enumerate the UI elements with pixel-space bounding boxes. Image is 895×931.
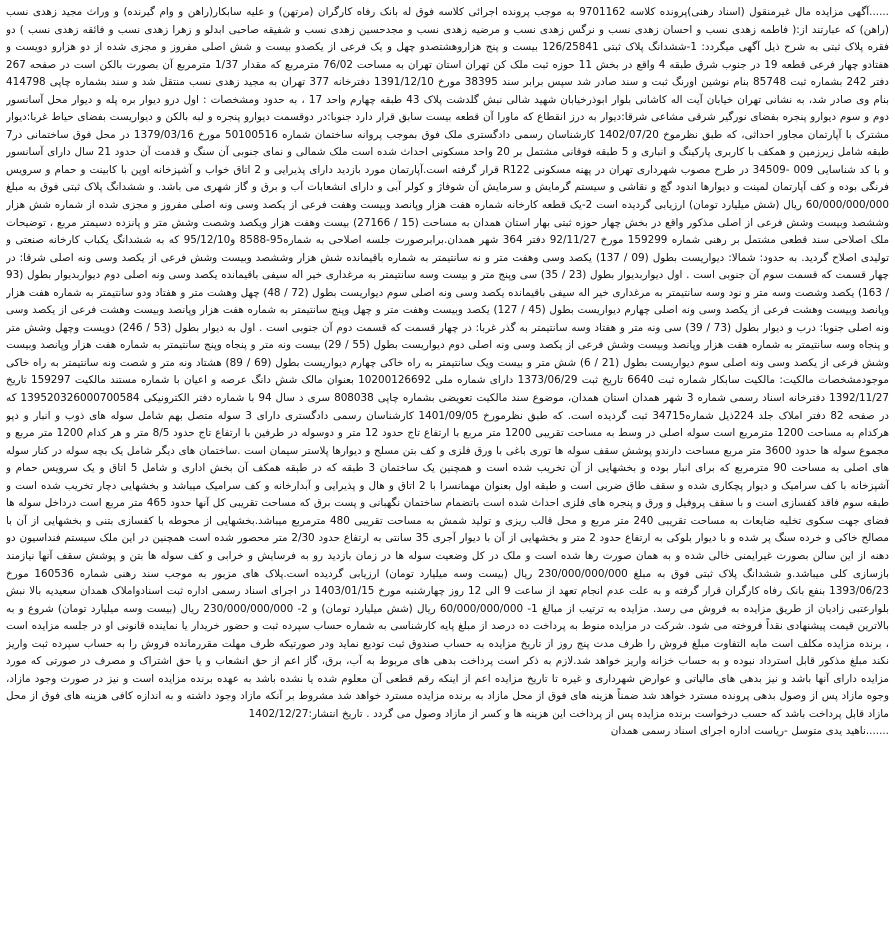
notice-signature: .......ناهید یدی متوسل -ریاست اداره اجرای اسناد رسمی همدان (610, 725, 889, 738)
auction-notice (6, 4, 889, 926)
notice-body: ......آگهی مزایده مال غیرمنقول (اسناد رهنی)پرونده کلاسه 9701162 به موجب پرونده اجرائی کلاسه فوق له بانک رفاه کارگران (مرتهن) و علیه سابکار(راهن و وام گیرنده) و وراث مجید زهدی نسب (راهن) که عبارتند از:( فاطمه زهدی نسب و احسان زهدی نسب و نرگس زهدی نسب و مرضیه زهدی نسب و مجدحسین زهدی نسب و شفیقه صاحبی ابدلو و زهرا زهدی نسب و فائقه زهدی نسب ) دو فقره پلاک ثبتی به شرح ذیل آگهی میگردد: 1-ششدانگ پلاک ثبتی 126/25841 بیست و پنج هزاروهشتصدو چهل و یک فرعی از یکصدو بیست و شش اصلی مفروز و مجزی شده از دو هزارو دویست و هفتادو چهار فرعی قطعه 19 در جنوب شرق طبقه 4 واقع در بخش 11 حوزه ثبت ملک کن تهران استان تهران به مساحت 76/02 مترمربع که مقدار 1/37 مترمربع آن بصورت بالکن است در صفحه 267 دفتر 242 بشماره ثبت 85748 بنام نوشین اورنگ ثبت و سند صادر شد سپس برابر سند 38395 مورخ 1391/12/10 دفترخانه 377 تهران به مجید زهدی نسب منتقل شد و سند بشماره چاپی 414798 بنام وی صادر شد، به نشانی تهران خیابان آیت اله کاشانی بلوار ابوذرخیابان شهید شالی نبش گلدشت پلاک 43 طبقه چهارم واحد 17 ، به حدود ومشخصات : اول درو دیوار بره پله و دیوار محل آسانسور دوم و سوم دیوارو پنجره بفضای نورگیر شرقی مشاعی شرقا:دیوار به درز انقطاع که ماورا آن قطعه بیست سابق قرار دارد جنوبا:در دوقسمت دیوارو پنجره و لبه بالکن و دیواریست بفضای حیاط غربا:دیوار مشترک با آپارتمان مجاور احداثی، که طبق نظرموخ 1402/07/20 کارشناسان رسمی دادگستری ملک فوق بموجب پروانه ساختمان شماره 50100516 مورخ 1379/03/16 در محل فوق ساختمانی در7 طبقه شامل زیرزمین و همکف با کاربری پارکینگ و انباری و 5 طبقه فوقانی مشتمل بر 20 واحد مسکونی احداث شده است ملک شمالی و نمای جنوبی آن سنگ و قدمت آن حدود 21 سال دارای آسانسور و با کد شناسایی 009 -34509 در طرح مصوب شهرداری تهران در پهنه مسکونی R122 قرار گرفته است.آپارتمان مورد بازدید دارای پذیرایی و 2 اتاق خواب و آشپزخانه اوپن با کابینت و حمام و سرویس فرنگی بوده و کف آپارتمان لمینت و دیوارها اندود گچ و نقاشی و سیستم گرمایش و سرمایش آن شوفاژ و کولر آبی و دارای انشعابات آب و برق و گاز شهری می باشد. و ششدانگ پلاک ثبتی فوق به مبلغ 60/000/000/000 ریال (شش میلیارد تومان) ارزیابی گردیده است 2-یک قطعه کارخانه شماره هفت هزار وپانصد وبیست وهفت فرعی از یکصد وسی ونه اصلی مفروز و مجزی شده از شماره شش هزار وششصد وبیست وشش فرعی از اصلی مذکور واقع در بخش چهار حوزه ثبتی بهار استان همدان به مساحت (15 / 27166) بیست وهفت هزار ویکصد وشصت وشش متر و پانزده دسیمتر مربع ، توضیحات ملک اصلاحی سند قطعی مشتمل بر رهنی شماره 159299 مورخ 92/11/27 دفتر 364 شهر همدان.برابرصورت جلسه اصلاحی به شماره95-8588 و95/12/10 که به ششدانگ یکباب کارخانه صنعتی و تولیدی اصلاح گردید. به حدود: شمالا: دیواریست بطول (09 / 137) یکصد وسی وهفت متر و نه سانتیمتر به شماره باقیمانده شش هزار وششصد وبیست وشش فرعی از یکصد وسی ونه اصلی شرقا: در چهار قسمت که قسمت سوم آن جنوبی است . اول دیواربدیوار بطول (23 / 35) سی وپنج متر و بیست وسه سانتیمتر به مرغداری خیر اله سیفی باقیمانده یکصد وسی ونه اصلی دوم دیواربدیوار بطول (93 / 163) یکصد وشصت وسه متر و نود وسه سانتیمتر به مرغداری خیر اله سیفی باقیمانده یکصد وسی ونه اصلی سوم دیواریست بطول (72 / 48) چهل وهشت متر و هفتاد ودو سانتیمتر به شماره هفت هزار وپانصد وبیست وهشت فرعی از یکصد وسی ونه اصلی چهارم دیواریست بطول (45 / 127) یکصد وبیست وهفت متر و چهل وپنج سانتیمتر به شماره هفت هزار وپانصد وبیست وهشت فرعی از یکصد وسی ونه اصلی جنوبا: درب و دیوار بطول (73 / 39) سی ونه متر و هفتاد وسه سانتیمتر به گذر غربا: در چهار قسمت که قسمت دوم آن جنوبی است . اول به دیوار بطول (53 / 246) دویست وچهل وشش متر و پنجاه وسه سانتیمتر به شماره هفت هزار وپانصد وبیست وشش فرعی از یکصد وسی ونه اصلی دوم دیواریست بطول (55 / 29) بیست ونه متر و پنجاه وپنج سانتیمتر به شماره هفت هزار وپانصد وبیست وشش فرعی از یکصد وسی ونه اصلی سوم دیواریست بطول (21 / 6) شش متر و بیست ویک سانتیمتر به راه خاکی چهارم دیواریست بطول (69 / 89) هشتاد ونه متر و شصت ونه سانتیمتر به راه خاکی موجودمشخصات مالکیت: مالکیت سابکار شماره ثبت 6640 تاریخ ثبت 1373/06/29 دارای شماره ملی 10200126692 بعنوان مالک شش دانگ عرصه و اعیان با شماره مستند مالکیت 159297 تاریخ 1392/11/27 دفترخانه اسناد رسمی شماره 3 شهر همدان استان همدان، موضوع سند مالکیت تعویضی بشماره چاپی 808038 سری د سال 94 با شماره دفتر الکترونیکی 139520326000700584 که در صفحه 82 دفتر املاک جلد 224ذیل شماره34715 ثبت گردیده است. که طبق نظرمورخ 1401/09/05 کارشناسان رسمی دادگستری دارای 3 سوله متصل بهم شامل سوله های ذوب و انبار و دپو هرکدام به مساحت 1200 مترمربع است سوله اصلی در وسط به مساحت تقریبی 1200 متر مربع با ارتفاع تاج حدود 12 متر و دوسوله در طرفین با ارتفاع تاج حدود 8/5 متر و هر کدام 1200 متر مربع و مجموع سوله ها حدود 3600 متر مربع مساحت دارندو پوشش سقف سوله ها توری باغی با ورق فلزی و کف بتن مسلح و دیوارها پلاستر سیمان است .ساختمان های دیگر شامل یک بچه سوله در کنار سوله های اصلی به مساحت 90 مترمربع که برای انبار بوده و بخشهایی از آن تخریب شده است و همچنین یک ساختمان 3 طبقه که در طبقه همکف آن بخش اداری و شامل 5 اتاق و یک سرویس حمام و آشپزخانه با کف سرامیک و دیوار پچکاری شده و سقف طاق ضربی است و طبقه اول بعنوان مهمانسرا با 2 اتاق و هال و پذیرایی و آبدارخانه و کف سرامیک میباشد و بخشهایی دچار تخریب شده است و طبقه سوم فاقد کفسازی است و با سقف پروفیل و ورق و پنجره های فلزی احداث شده است باتضمام ساختمان نگهبانی و پست برق که مساحت تقریبی کل آنها حدود 465 متر مربع است درداخل سوله ها فضای جهت سکوی تخلیه ضایعات به مساحت تقریبی 240 متر مربع و محل قالب ریزی و تولید شمش به مساحت تقریبی 480 مترمربع میباشد.بخشهایی از محوطه با کفسازی بتنی و بخشهایی از آن با مصالح خاکی و خرده سنگ پر شده و با دیوار بلوکی به ارتفاع حدود 2 متر و بخشهایی از آن با دیوار آجری 35 سانتی به ارتفاع حدود 2/30 متر محصور شده است همچنین در این ملک سیستم فنداسیون دو دهنه از این سالن بصورت غیرایمنی خالی شده و به همان صورت رها شده است و ملک در کل وضعیت سوله ها در زمان بازدید رو به فرسایش و خرابی و کف سوله ها بتن و پوشش سقف آنها نیازمند بازسازی کلی میباشد.و ششدانگ پلاک ثبتی فوق به مبلغ 230/000/000/000 ریال (بیست وسه میلیارد تومان) ارزیابی گردیده است.پلاک های مزبور به موجب سند رهنی شماره 160536 مورخ 1393/06/23 بنفع بانک رفاه کارگران قرار گرفته و به علت عدم انجام تعهد از ساعت 9 الی 12 روز چهارشنبه مورخ 1403/01/15 در اجرای اسناد رسمی اداره ثبت اسنادواملاک همدان سعیدیه بالا نبش بلوارعتبی زادیان از طریق مزایده به فروش می رسد. مزایده به ترتیب از مبالغ 1- 60/000/000/000 ریال (شش میلیارد تومان) و 2- 230/000/000/000 ریال (بیست وسه میلیارد تومان) شروع و به بالاترین قیمت پیشنهادی نقداً فروخته می شود. شرکت در مزایده منوط به پرداخت ده درصد از مبلغ پایه کارشناسی به شماره حساب سپرده ثبت و حضور خریدار یا نماینده قانونی او در جلسه مزایده است ، برنده مزایده مکلف است مابه التفاوت مبلغ فروش را ظرف مدت پنج روز از تاریخ مزایده به حساب صندوق ثبت تودیع نماید ودر صورتیکه ظرف مهلت مقررمانده فروش را به حساب سپرده ثبت واریز نکند مبلغ مذکور قابل استرداد نبوده و به حساب خزانه واریز خواهد شد.لازم به ذکر است پرداخت بدهی های مربوط به آب، برق، گاز اعم از حق انشعاب و یا حق اشتراک و مصرف در صورتی که مورد مزایده دارای آنها باشد و نیز بدهی های مالیاتی و عوارض شهرداری و غیره تا تاریخ مزایده اعم از اینکه رقم قطعی آن معلوم شده یا نشده باشد به عهده برنده مزایده است و نیز در صورت وجود مازاد، وجوه مازاد پس از وصول بدهی پرونده مسترد خواهد شد ضمناً هزینه های فوق از محل مازاد به برنده مزایده مسترد خواهد شد مشروط بر آنکه مازاد وجود داشته و به اندازه کافی هزینه های فوق از محل مازاد قابل پرداخت باشد که حسب درخواست برنده مزایده پس از پرداخت این هزینه ها و کسر از مازاد وصول می گردد . تاریخ انتشار:1402/12/27 (6, 6, 889, 720)
